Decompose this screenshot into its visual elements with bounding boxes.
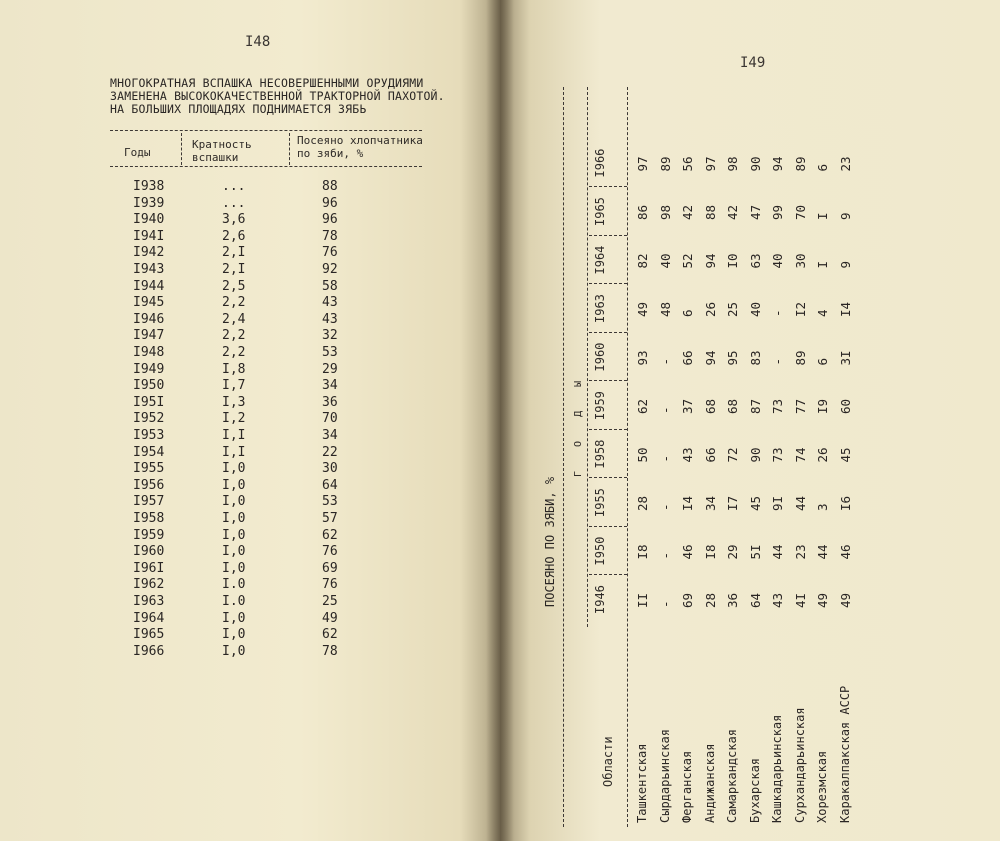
multiplicity-cell: 2,I: [222, 262, 246, 277]
value-cell: 6: [680, 309, 695, 317]
value-cell: 42: [680, 204, 695, 220]
sown-cell: 78: [322, 228, 338, 244]
value-cell: -: [657, 406, 673, 414]
region-name: Самаркандская: [725, 729, 739, 823]
value-cell: 40: [657, 253, 673, 269]
year-cell: I955: [133, 461, 165, 477]
year-header: I959: [593, 391, 607, 420]
multiplicity-cell: I.0: [222, 594, 246, 609]
rotated-table: [541, 87, 961, 827]
value-cell: 50: [635, 447, 650, 463]
sown-cell: 76: [322, 544, 338, 560]
year-cell: I960: [133, 544, 165, 560]
sown-cell: 49: [322, 610, 338, 626]
year-column-divider: [589, 478, 627, 479]
value-cell: 46: [680, 544, 695, 560]
multiplicity-cell: I,0: [222, 643, 246, 659]
region-name: Сурхандарьинская: [792, 707, 807, 823]
year-cell: I943: [133, 262, 165, 277]
sown-cell: 62: [322, 527, 338, 543]
value-cell: -: [657, 600, 673, 608]
value-cell: 3: [815, 503, 830, 511]
year-header: I950: [593, 536, 607, 566]
multiplicity-cell: I,0: [222, 477, 246, 493]
multiplicity-cell: I,0: [222, 610, 246, 626]
year-cell: I956: [133, 477, 165, 493]
value-cell: 73: [770, 398, 785, 414]
sown-cell: 22: [322, 444, 338, 460]
value-cell: 34: [702, 495, 718, 511]
sown-cell: 43: [322, 295, 338, 311]
multiplicity-cell: 3,6: [222, 212, 246, 228]
multiplicity-cell: 2,I: [222, 245, 246, 261]
multiplicity-cell: 2,2: [222, 295, 246, 311]
value-cell: 77: [792, 398, 808, 414]
multiplicity-cell: I,0: [222, 560, 246, 576]
value-cell: 42: [725, 204, 740, 220]
value-cell: 94: [702, 350, 718, 366]
header-top-rule: [110, 130, 422, 131]
value-cell: I7: [725, 495, 740, 511]
sown-cell: 70: [322, 411, 338, 427]
value-cell: 89: [657, 156, 673, 172]
value-cell: 43: [680, 447, 695, 463]
year-cell: I95I: [133, 394, 165, 410]
value-cell: II: [635, 592, 650, 608]
value-cell: 60: [837, 398, 853, 414]
year-cell: I963: [133, 594, 165, 609]
multiplicity-cell: ...: [222, 195, 246, 211]
year-cell: I950: [133, 378, 165, 394]
header-bottom-rule: [110, 166, 422, 167]
value-cell: 87: [747, 398, 763, 414]
year-cell: I939: [133, 195, 165, 211]
value-cell: I6: [837, 495, 853, 511]
region-header: Области: [601, 736, 615, 787]
value-cell: 48: [657, 301, 673, 317]
region-name: Сырдарьинская: [657, 729, 672, 823]
year-cell: I964: [133, 610, 165, 626]
year-cell: I949: [133, 361, 165, 377]
year-cell: I946: [133, 311, 165, 327]
value-cell: 44: [815, 544, 830, 560]
table-row: [815, 87, 837, 827]
value-cell: 93: [635, 350, 650, 366]
value-cell: 86: [635, 204, 650, 220]
region-name: Бухарская: [747, 757, 762, 823]
value-cell: -: [657, 551, 673, 560]
value-cell: 94: [702, 253, 718, 269]
sown-cell: 34: [322, 428, 338, 443]
sown-cell: 62: [322, 627, 338, 643]
value-cell: 52: [680, 253, 695, 269]
value-cell: 26: [815, 447, 830, 463]
multiplicity-cell: ...: [222, 179, 246, 194]
value-cell: 99: [770, 204, 785, 220]
value-cell: -: [657, 454, 673, 463]
table-row: [838, 87, 860, 827]
region-name: Ташкентская: [635, 743, 649, 823]
sown-cell: 25: [322, 594, 338, 609]
multiplicity-cell: 2,4: [222, 311, 246, 327]
year-column-divider: [589, 332, 627, 333]
value-cell: I0: [725, 253, 740, 269]
multiplicity-cell: I,0: [222, 461, 246, 477]
region-name: Кашкадарьинская: [770, 714, 784, 823]
value-cell: 69: [680, 592, 695, 608]
multiplicity-cell: I,I: [222, 444, 246, 460]
value-cell: 74: [792, 447, 808, 463]
year-column-divider: [589, 235, 627, 236]
sown-cell: 96: [322, 195, 338, 211]
sown-cell: 76: [322, 577, 338, 593]
value-cell: 23: [837, 156, 853, 172]
value-cell: 49: [815, 592, 830, 608]
value-cell: 56: [680, 156, 695, 172]
value-cell: 9: [837, 212, 853, 220]
value-cell: 98: [725, 156, 740, 172]
multiplicity-cell: I.0: [222, 577, 246, 593]
table-rule: [627, 87, 628, 827]
value-cell: 40: [770, 253, 785, 269]
year-cell: I954: [133, 444, 165, 460]
value-cell: 9: [837, 260, 853, 269]
sown-cell: 34: [322, 378, 338, 394]
value-cell: 49: [837, 592, 853, 608]
region-name: Ферганская: [680, 750, 694, 823]
sown-cell: 96: [322, 212, 338, 228]
table-row: [658, 87, 680, 827]
value-cell: 28: [702, 592, 718, 608]
table-row: [680, 87, 702, 827]
year-header: I963: [593, 294, 607, 323]
value-cell: 83: [747, 350, 763, 366]
value-cell: -: [770, 309, 785, 317]
page-number: I49: [740, 55, 766, 71]
year-cell: I952: [133, 411, 165, 427]
year-header: I955: [593, 488, 607, 517]
multiplicity-cell: I,0: [222, 527, 246, 543]
table-row: [0, 644, 500, 666]
sown-cell: 53: [322, 345, 338, 360]
value-cell: 45: [747, 495, 763, 511]
year-cell: I957: [133, 494, 165, 510]
value-cell: 40: [747, 301, 763, 317]
sown-cell: 29: [322, 361, 338, 377]
year-cell: I948: [133, 345, 165, 360]
value-cell: 72: [725, 447, 740, 463]
value-cell: 89: [792, 156, 808, 172]
table-row: [635, 87, 657, 827]
sown-cell: 57: [322, 511, 338, 526]
multiplicity-cell: I,0: [222, 627, 246, 643]
value-cell: 45: [837, 447, 853, 463]
value-cell: 64: [747, 592, 763, 608]
multiplicity-cell: I,2: [222, 411, 246, 427]
year-column-divider: [589, 429, 627, 430]
value-cell: 26: [702, 301, 718, 317]
year-column-divider: [589, 381, 627, 382]
value-cell: 5I: [747, 544, 763, 560]
sown-cell: 32: [322, 328, 338, 344]
year-header: I965: [593, 197, 607, 226]
value-cell: 4: [815, 309, 830, 317]
value-cell: 49: [635, 301, 650, 317]
value-cell: I4: [680, 495, 695, 511]
value-cell: -: [770, 357, 785, 366]
multiplicity-cell: I,7: [222, 378, 246, 394]
year-header: I964: [593, 245, 607, 275]
multiplicity-cell: 2,2: [222, 345, 246, 360]
sown-cell: 36: [322, 394, 338, 410]
value-cell: 90: [747, 447, 763, 463]
value-cell: I4: [837, 301, 853, 317]
value-cell: 44: [792, 495, 808, 511]
multiplicity-cell: I,0: [222, 494, 246, 510]
book-gutter: [486, 0, 514, 841]
value-cell: 9I: [770, 495, 785, 511]
value-cell: 98: [657, 204, 673, 220]
year-cell: I96I: [133, 560, 165, 576]
value-cell: 88: [702, 204, 718, 220]
value-cell: 63: [747, 253, 763, 269]
region-name: Андижанская: [702, 743, 717, 823]
value-cell: 97: [702, 156, 718, 172]
year-header: I958: [593, 439, 607, 469]
value-cell: 66: [702, 447, 718, 463]
table-row: [793, 87, 815, 827]
region-name: Каракалпакская АССР: [837, 685, 852, 823]
year-header: I966: [593, 148, 607, 178]
table-row: [725, 87, 747, 827]
value-cell: 46: [837, 544, 853, 560]
value-cell: 37: [680, 398, 695, 414]
value-cell: 3I: [837, 350, 853, 366]
year-cell: I944: [133, 278, 165, 294]
header-divider: [181, 133, 182, 165]
table-title-line-3: НА БОЛЬШИХ ПЛОЩАДЯХ ПОДНИМАЕТСЯ ЗЯБЬ: [110, 102, 367, 116]
year-cell: I947: [133, 328, 165, 344]
value-cell: 47: [747, 204, 763, 220]
multiplicity-cell: I,3: [222, 394, 246, 410]
value-cell: 73: [770, 447, 785, 463]
table-title-line-2: ЗАМЕНЕНА ВЫСОКОКАЧЕСТВЕННОЙ ТРАКТОРНОЙ ПАХОТОЙ.: [110, 89, 445, 103]
value-cell: 66: [680, 350, 695, 366]
sown-cell: 92: [322, 262, 338, 277]
value-cell: -: [657, 503, 673, 511]
year-cell: I938: [133, 179, 165, 194]
year-header: I946: [593, 585, 607, 614]
year-column-divider: [589, 284, 627, 285]
value-cell: 23: [792, 544, 808, 560]
value-cell: 90: [747, 156, 763, 172]
year-cell: I962: [133, 577, 165, 593]
value-cell: 95: [725, 350, 740, 366]
sown-cell: 53: [322, 494, 338, 510]
years-group-label: Г О Д Ы: [573, 371, 584, 477]
value-cell: 6: [815, 163, 830, 172]
multiplicity-cell: I,8: [222, 361, 246, 377]
multiplicity-cell: I,0: [222, 544, 246, 560]
sown-cell: 69: [322, 560, 338, 576]
header-years: Годы: [124, 146, 151, 159]
header-divider: [289, 133, 290, 165]
header-multiplicity-1: Кратность: [192, 138, 252, 151]
value-cell: 70: [792, 204, 808, 220]
value-cell: 68: [702, 398, 718, 414]
year-header: I960: [593, 342, 607, 372]
value-cell: I9: [815, 398, 830, 414]
value-cell: 44: [770, 544, 785, 560]
value-cell: I8: [635, 544, 650, 560]
multiplicity-cell: I,I: [222, 428, 246, 443]
multiplicity-cell: 2,2: [222, 328, 246, 344]
rotated-table-title: ПОСЕЯНО ПО ЗЯБИ, %: [543, 476, 557, 607]
year-cell: I966: [133, 643, 165, 659]
value-cell: 25: [725, 301, 740, 317]
year-cell: I94I: [133, 228, 165, 244]
year-cell: I953: [133, 428, 165, 443]
table-title-line-1: МНОГОКРАТНАЯ ВСПАШКА НЕСОВЕРШЕННЫМИ ОРУДИЯМИ: [110, 76, 424, 90]
value-cell: I: [815, 212, 830, 220]
multiplicity-cell: I,0: [222, 511, 246, 526]
value-cell: I2: [792, 301, 808, 317]
year-column-divider: [589, 526, 627, 527]
page-number: I48: [245, 34, 271, 50]
value-cell: 30: [792, 253, 808, 269]
year-column-divider: [589, 575, 627, 576]
year-column-divider: [589, 187, 627, 188]
value-cell: 89: [792, 350, 808, 366]
region-name: Хорезмская: [815, 750, 829, 823]
value-cell: 62: [635, 398, 650, 414]
value-cell: I8: [702, 544, 718, 560]
year-cell: I945: [133, 295, 165, 311]
years-group-rule: [587, 87, 588, 627]
value-cell: 94: [770, 156, 785, 172]
value-cell: 97: [635, 156, 650, 172]
value-cell: 28: [635, 495, 650, 511]
table-row: [703, 87, 725, 827]
header-sown-1: Посеяно хлопчатника: [297, 134, 423, 147]
sown-cell: 76: [322, 245, 338, 261]
value-cell: I: [815, 260, 830, 269]
value-cell: -: [657, 357, 673, 366]
value-cell: 4I: [792, 592, 808, 608]
table-row: [748, 87, 770, 827]
sown-cell: 78: [322, 643, 338, 659]
value-cell: 29: [725, 544, 740, 560]
sown-cell: 43: [322, 311, 338, 327]
value-cell: 82: [635, 253, 650, 269]
year-cell: I959: [133, 527, 165, 543]
year-cell: I965: [133, 627, 165, 643]
value-cell: 68: [725, 398, 740, 414]
sown-cell: 88: [322, 179, 338, 194]
multiplicity-cell: 2,5: [222, 278, 246, 294]
value-cell: 36: [725, 592, 740, 608]
table-rule: [563, 87, 564, 827]
sown-cell: 58: [322, 278, 338, 294]
sown-cell: 30: [322, 461, 338, 477]
year-cell: I958: [133, 511, 165, 526]
multiplicity-cell: 2,6: [222, 228, 246, 244]
value-cell: 6: [815, 357, 830, 366]
year-cell: I942: [133, 245, 165, 261]
header-sown-2: по зяби, %: [297, 147, 364, 160]
sown-cell: 64: [322, 477, 338, 493]
value-cell: 43: [770, 592, 785, 608]
year-cell: I940: [133, 212, 165, 228]
table-row: [770, 87, 792, 827]
header-multiplicity-2: вспашки: [192, 151, 239, 164]
